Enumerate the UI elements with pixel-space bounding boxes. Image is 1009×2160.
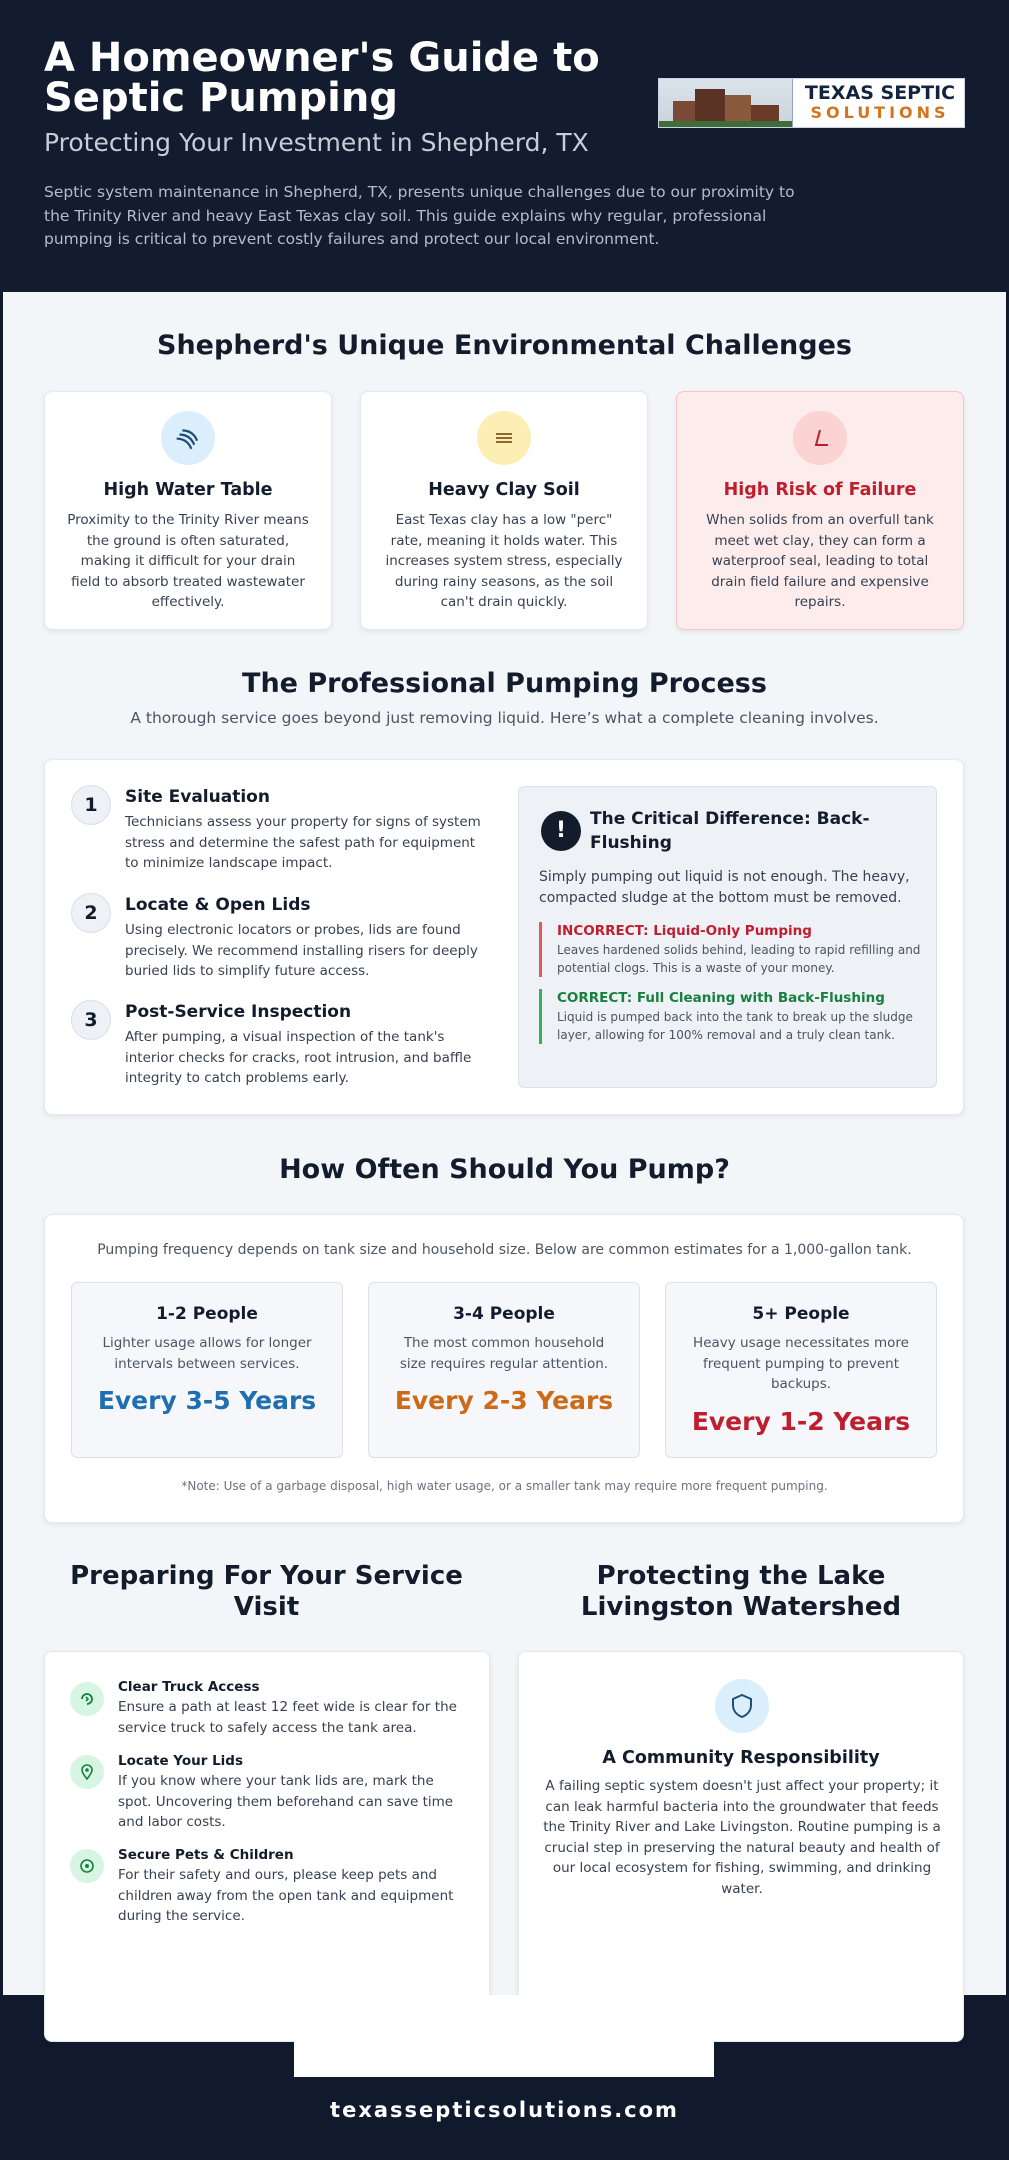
step-number: 1 (71, 785, 111, 825)
frequency-description: Lighter usage allows for longer intervals between services. (102, 1335, 312, 1372)
footer-cutout (294, 1995, 714, 2077)
step-text: After pumping, a visual inspection of the tank's interior checks for cracks, root intrusion, and baffle integrity to catch problems early. (125, 1029, 472, 1086)
prepare-item-text: Ensure a path at least 12 feet wide is clear for the service truck to safely access the tank area. (118, 1699, 457, 1736)
challenge-title: Heavy Clay Soil (428, 480, 580, 500)
incorrect-title: INCORRECT: Liquid-Only Pumping (557, 923, 812, 939)
shield-icon (715, 1679, 769, 1733)
challenges-title: Shepherd's Unique Environmental Challenges (157, 330, 852, 361)
prepare-item-text: If you know where your tank lids are, mark the spot. Uncovering them beforehand can save time and labor costs. (118, 1773, 454, 1830)
frequency-option (71, 1282, 343, 1458)
truck-access-icon (70, 1682, 104, 1716)
logo-building-image (659, 79, 793, 127)
step-title: Post-Service Inspection (125, 1002, 352, 1022)
footer-website-link[interactable]: texassepticsolutions.com (330, 2098, 679, 2122)
step-number: 3 (71, 1000, 111, 1040)
household-size: 5+ People (752, 1304, 850, 1324)
step-text: Using electronic locators or probes, lids are found precisely. We recommend installing risers for deeply buried lids to simplify future access. (125, 922, 478, 979)
process-title: The Professional Pumping Process (242, 668, 767, 699)
pumping-interval: Every 1-2 Years (691, 1407, 911, 1436)
step-title: Site Evaluation (125, 787, 270, 807)
challenge-card-water-table (44, 391, 332, 630)
frequency-option (665, 1282, 937, 1458)
page-title: A Homeowner's Guide to Septic Pumping (44, 35, 600, 121)
watershed-card (518, 1651, 964, 2042)
map-pin-icon (70, 1755, 104, 1789)
challenge-title: High Water Table (103, 480, 273, 500)
logo-line-2: SOLUTIONS (810, 103, 950, 122)
alert-icon: ! (541, 811, 581, 851)
water-waves-icon (161, 411, 215, 465)
incorrect-method (539, 922, 924, 977)
frequency-intro: Pumping frequency depends on tank size and household size. Below are common estimates for a 1,000-gallon tank. (97, 1242, 912, 1258)
prepare-item-text: For their safety and ours, please keep pets and children away from the open tank and equipment during the service. (118, 1867, 454, 1924)
critical-difference-panel (518, 786, 937, 1088)
intro-text: Septic system maintenance in Shepherd, TX, presents unique challenges due to our proximity to the Trinity River and heavy East Texas clay soil. This guide explains why regular, professional pumping is critical to prevent costly failures and protect our local environment. (44, 183, 795, 248)
page-subtitle: Protecting Your Investment in Shepherd, TX (44, 128, 589, 157)
challenge-card-failure-risk (676, 391, 964, 630)
target-icon (70, 1849, 104, 1883)
logo-line-1: TEXAS SEPTIC (804, 82, 956, 104)
frequency-option (368, 1282, 640, 1458)
household-size: 1-2 People (156, 1304, 258, 1324)
prepare-title: Preparing For Your Service Visit (70, 1561, 463, 1622)
correct-method (539, 989, 924, 1044)
prepare-item-title: Locate Your Lids (118, 1753, 244, 1769)
critical-title: The Critical Difference: Back-Flushing (590, 809, 870, 853)
step-number: 2 (71, 893, 111, 933)
challenge-text: When solids from an overfull tank meet wet clay, they can form a waterproof seal, leading to total drain field failure and expensive repairs. (706, 512, 934, 610)
frequency-description: Heavy usage necessitates more frequent pumping to prevent backups. (693, 1335, 909, 1392)
household-size: 3-4 People (453, 1304, 555, 1324)
challenge-title: High Risk of Failure (723, 480, 917, 500)
challenge-card-clay-soil (360, 391, 648, 630)
correct-text: Liquid is pumped back into the tank to break up the sludge layer, allowing for 100% removal and a truly clean tank. (557, 1010, 913, 1042)
watershed-title: Protecting the Lake Livingston Watershed (580, 1561, 902, 1622)
step-text: Technicians assess your property for signs of system stress and determine the safest path for equipment to minimize landscape impact. (125, 814, 481, 871)
watershed-card-title: A Community Responsibility (602, 1748, 880, 1768)
step-title: Locate & Open Lids (125, 895, 311, 915)
prepare-item-title: Clear Truck Access (118, 1679, 260, 1695)
process-description: A thorough service goes beyond just removing liquid. Here’s what a complete cleaning involves. (130, 709, 879, 727)
page-header (0, 0, 1009, 292)
warning-angle-icon (793, 411, 847, 465)
frequency-title: How Often Should You Pump? (279, 1154, 730, 1185)
company-logo (658, 78, 965, 128)
challenge-text: Proximity to the Trinity River means the ground is often saturated, making it difficult for your drain field to absorb treated wastewater effectively. (67, 512, 309, 610)
challenge-text: East Texas clay has a low "perc" rate, meaning it holds water. This increases system stress, especially during rainy seasons, as the soil can't drain quickly. (385, 512, 623, 610)
pumping-interval: Every 3-5 Years (97, 1386, 317, 1415)
prepare-item-title: Secure Pets & Children (118, 1847, 294, 1863)
watershed-text: A failing septic system doesn't just affect your property; it can leak harmful bacteria into the groundwater that feeds the Trinity River and Lake Livingston. Routine pumping is a crucial step in preserving the natural beauty and health of our local ecosystem for fishing, swimming, and drinking water. (543, 1778, 941, 1897)
incorrect-text: Leaves hardened solids behind, leading to rapid refilling and potential clogs. This is a waste of your money. (557, 943, 921, 975)
frequency-note: *Note: Use of a garbage disposal, high water usage, or a smaller tank may require more frequent pumping. (181, 1479, 828, 1493)
critical-text: Simply pumping out liquid is not enough. The heavy, compacted sludge at the bottom must be removed. (539, 869, 910, 906)
soil-layers-icon (477, 411, 531, 465)
correct-title: CORRECT: Full Cleaning with Back-Flushing (557, 990, 885, 1006)
frequency-description: The most common household size requires regular attention. (399, 1335, 609, 1372)
pumping-interval: Every 2-3 Years (394, 1386, 614, 1415)
